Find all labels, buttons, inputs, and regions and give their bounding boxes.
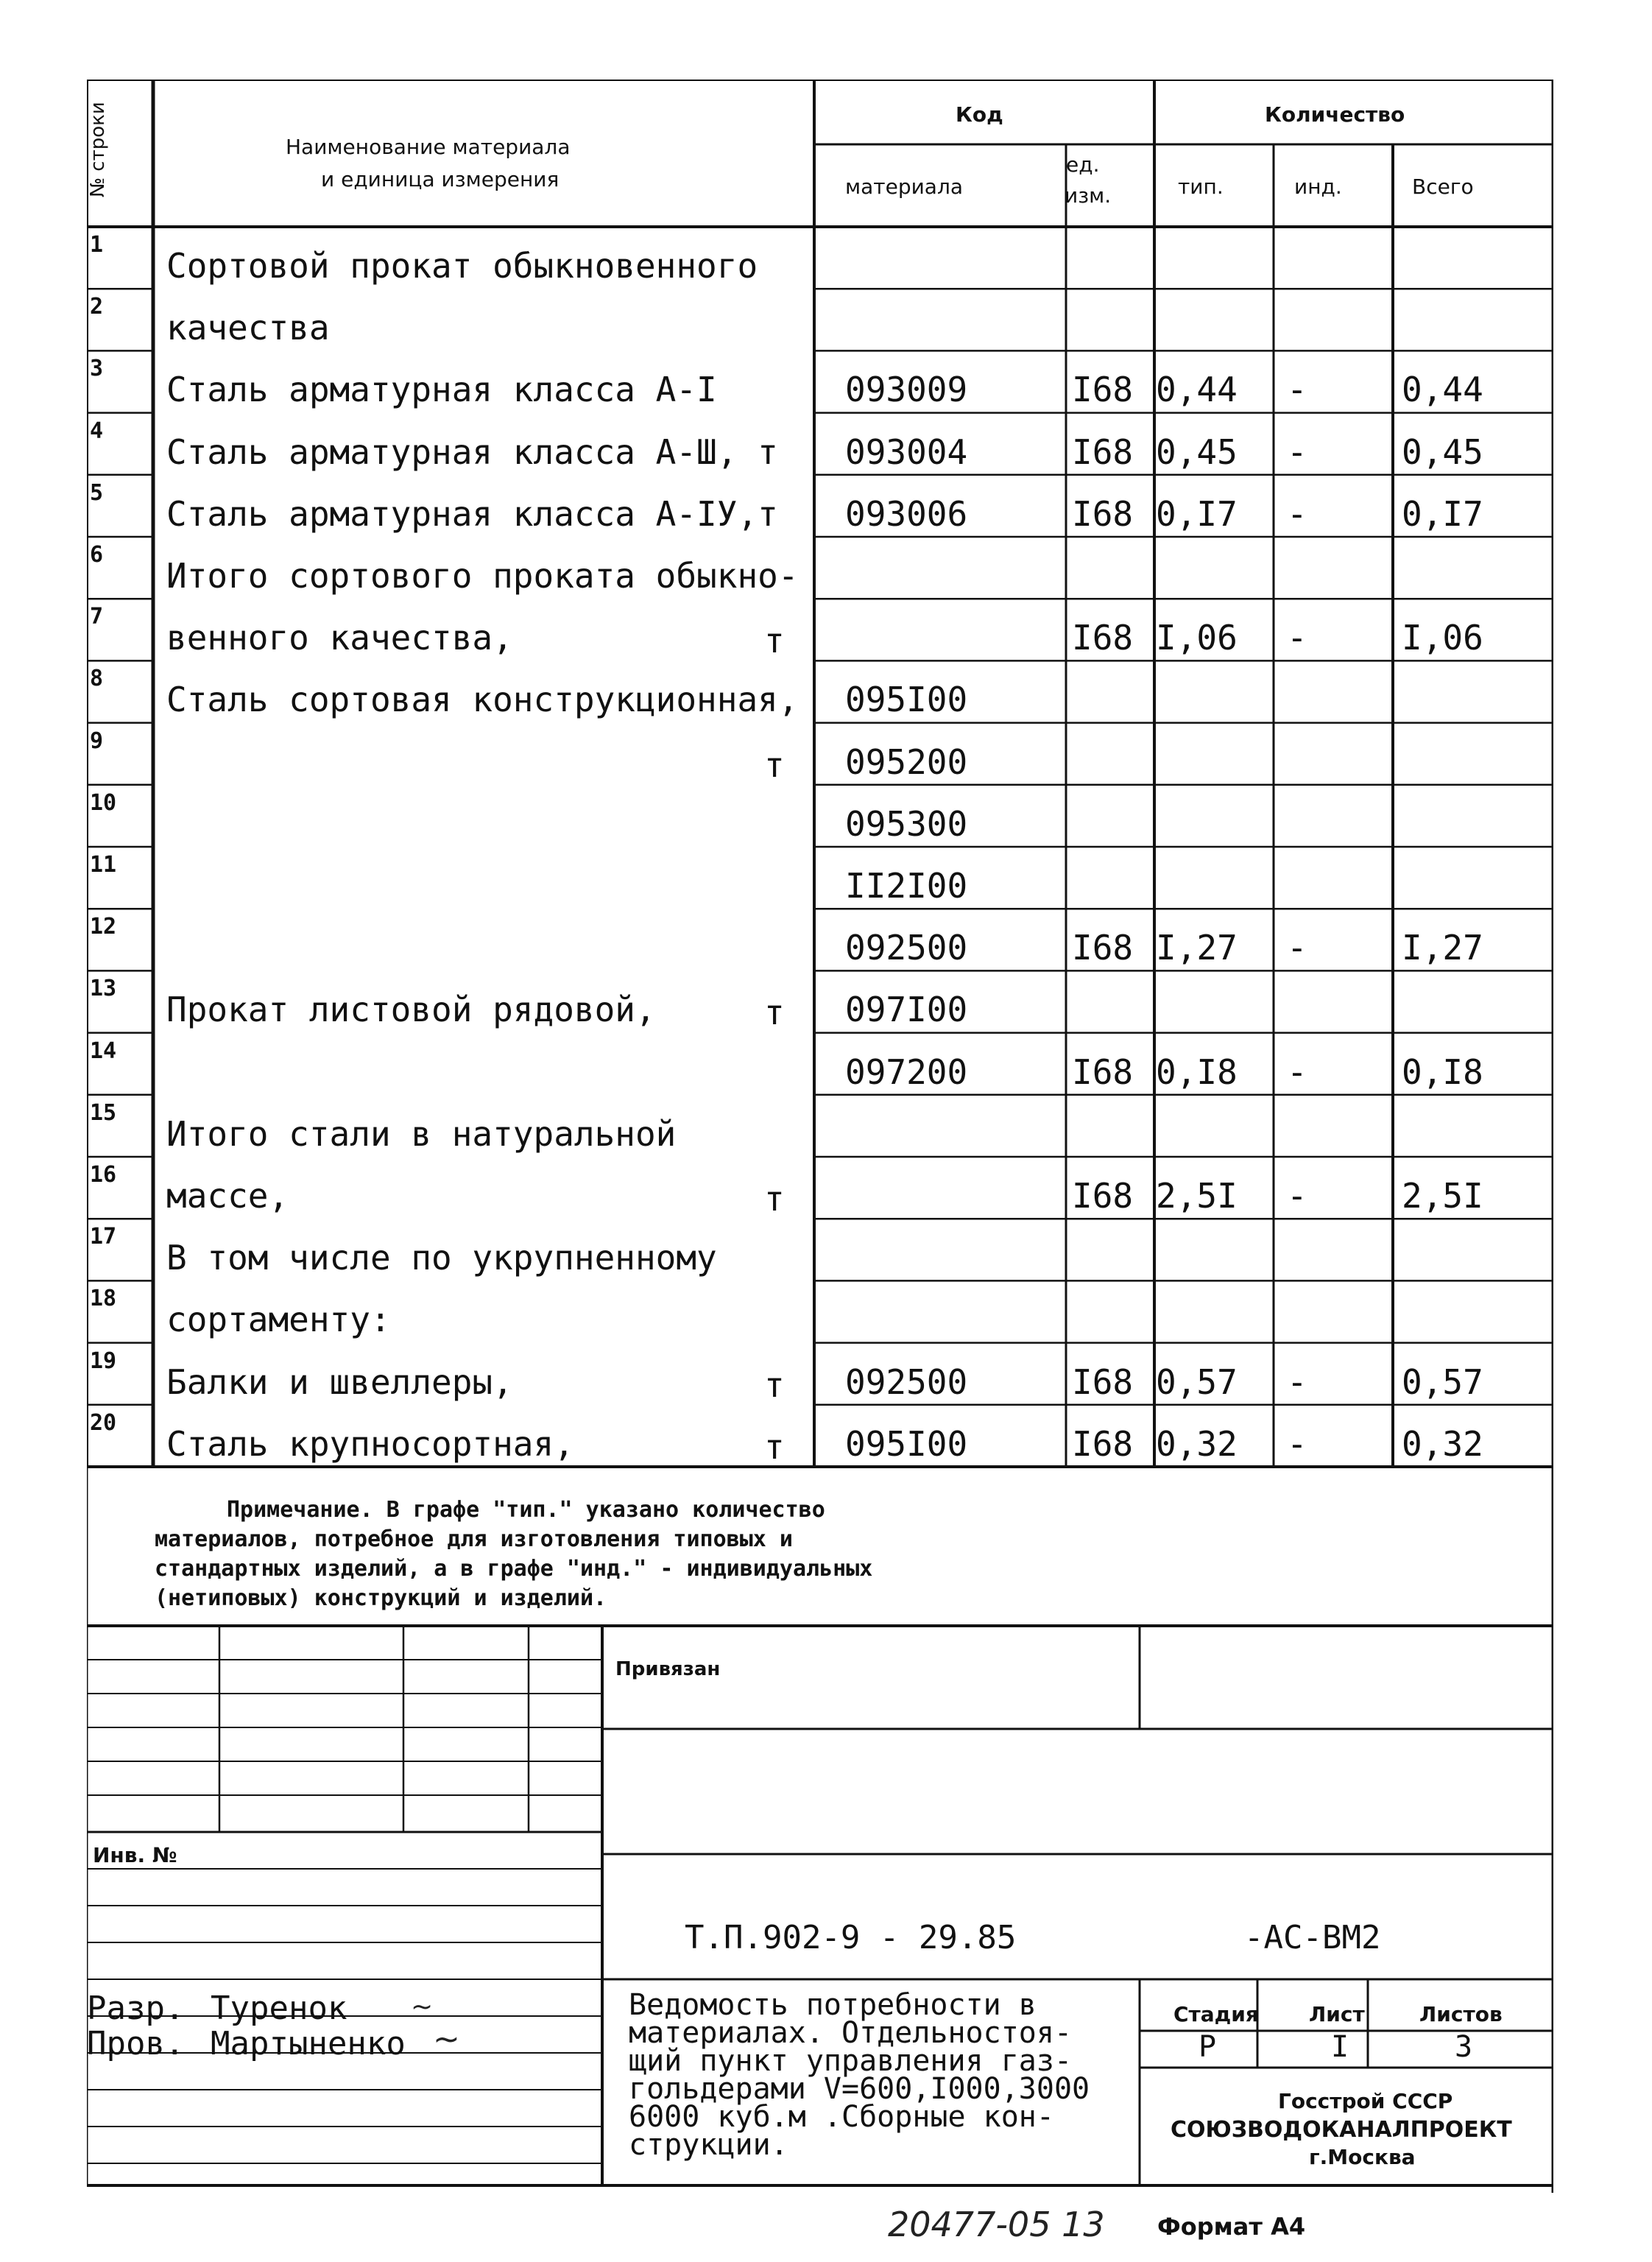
quantity-ind: - — [1287, 1423, 1307, 1464]
quantity-total: 0,32 — [1402, 1423, 1483, 1464]
quantity-total: I,27 — [1402, 928, 1483, 968]
quantity-typ: 0,45 — [1156, 431, 1238, 472]
sheet-value: I — [1331, 2030, 1349, 2064]
row-number: 3 — [90, 356, 104, 382]
developer-label: Разр. — [87, 1990, 185, 2027]
stage-value: Р — [1199, 2030, 1217, 2064]
unit-code: I68 — [1072, 928, 1134, 968]
material-name: Итого сортового проката обыкно- — [166, 556, 799, 596]
row-number-header: № строки — [87, 102, 109, 197]
row-number: 12 — [90, 914, 117, 940]
material-code: II2I00 — [845, 866, 968, 906]
code-group-header: Код — [956, 102, 1003, 127]
material-name: В том числе по укрупненному — [166, 1238, 717, 1278]
row-number: 2 — [90, 294, 104, 320]
material-name: венного качества, — [166, 618, 513, 658]
note-line-2: материалов, потребное для изготовления типовых и — [155, 1526, 793, 1552]
unit-code: I68 — [1072, 431, 1134, 472]
developer-name: Туренок — [211, 1990, 347, 2027]
unit-suffix: т — [764, 1179, 785, 1219]
inventory-number-label: Инв. № — [93, 1843, 177, 1867]
name-header-line2: и единица измерения — [321, 167, 560, 191]
quantity-typ: 0,57 — [1156, 1361, 1238, 1402]
material-code: 097200 — [845, 1051, 968, 1092]
checker-label: Пров. — [87, 2025, 185, 2062]
quantity-typ: I,06 — [1156, 618, 1238, 658]
org-gosstroy: Госстрой СССР — [1278, 2089, 1453, 2113]
unit-code: I68 — [1072, 370, 1134, 410]
unit-header-line1: ед. — [1066, 152, 1100, 177]
row-number: 16 — [90, 1162, 117, 1188]
material-name: Сортовой прокат обыкновенного — [166, 246, 758, 286]
quantity-ind: - — [1287, 431, 1307, 472]
quantity-ind: - — [1287, 370, 1307, 410]
material-name: массе, — [166, 1176, 289, 1216]
material-code: 095200 — [845, 741, 968, 782]
quantity-typ: 0,I8 — [1156, 1051, 1238, 1092]
material-code: 093009 — [845, 370, 968, 410]
material-name: Сталь сортовая конструкционная, — [166, 680, 799, 720]
document-sheet — [87, 80, 1553, 2193]
row-number: 20 — [90, 1409, 117, 1436]
row-number: 6 — [90, 542, 104, 568]
quantity-total: 0,57 — [1402, 1361, 1483, 1402]
unit-code: I68 — [1072, 1176, 1134, 1216]
quantity-total: I,06 — [1402, 618, 1483, 658]
material-code: 095I00 — [845, 680, 968, 720]
stamp-number: 20477-05 13 — [888, 2205, 1105, 2244]
quantity-ind: - — [1287, 493, 1307, 534]
row-number: 11 — [90, 852, 117, 878]
material-name: Сталь арматурная класса А-IУ,т — [166, 493, 778, 534]
quantity-typ: 0,I7 — [1156, 493, 1238, 534]
material-code: 093004 — [845, 431, 968, 472]
unit-code: I68 — [1072, 1423, 1134, 1464]
material-name: Прокат листовой рядовой, — [166, 990, 656, 1030]
quantity-total: 2,5I — [1402, 1176, 1483, 1216]
material-code: 092500 — [845, 1361, 968, 1402]
quantity-ind: - — [1287, 1361, 1307, 1402]
note-line-1: Примечание. В графе "тип." указано количество — [227, 1497, 825, 1523]
quantity-ind: - — [1287, 1051, 1307, 1092]
quantity-total: 0,44 — [1402, 370, 1483, 410]
quantity-typ: 2,5I — [1156, 1176, 1238, 1216]
quantity-total: 0,I7 — [1402, 493, 1483, 534]
unit-suffix: т — [764, 621, 785, 661]
sheets-label: Листов — [1419, 2002, 1503, 2026]
row-number: 10 — [90, 789, 117, 816]
note-line-3: стандартных изделий, а в графе "инд." - индивидуальных — [155, 1556, 873, 1582]
org-soyuzvodokanalproekt: СОЮЗВОДОКАНАЛПРОЕКТ — [1171, 2117, 1512, 2143]
privyazan-label: Привязан — [615, 1658, 721, 1680]
row-number: 9 — [90, 727, 104, 754]
material-name: Сталь арматурная класса А-Ш, т — [166, 431, 778, 472]
material-code: 093006 — [845, 493, 968, 534]
unit-code: I68 — [1072, 493, 1134, 534]
material-name: Итого стали в натуральной — [166, 1113, 677, 1154]
unit-header-line2: изм. — [1065, 183, 1112, 208]
unit-suffix: т — [764, 993, 785, 1033]
material-name: Балки и швеллеры, — [166, 1361, 513, 1402]
row-number: 14 — [90, 1037, 117, 1064]
quantity-total: 0,45 — [1402, 431, 1483, 472]
row-number: 8 — [90, 666, 104, 692]
quantity-total: 0,I8 — [1402, 1051, 1483, 1092]
ind-header: инд. — [1294, 175, 1342, 199]
material-code: 095I00 — [845, 1423, 968, 1464]
unit-code: I68 — [1072, 618, 1134, 658]
stage-label: Стадия — [1173, 2002, 1259, 2026]
row-number: 1 — [90, 232, 104, 258]
material-name: сортаменту: — [166, 1300, 391, 1340]
unit-code: I68 — [1072, 1051, 1134, 1092]
row-number: 18 — [90, 1286, 117, 1312]
quantity-typ: 0,44 — [1156, 370, 1238, 410]
document-code-suffix: -АС-ВМ2 — [1244, 1919, 1381, 1956]
material-code: 097I00 — [845, 990, 968, 1030]
row-number: 7 — [90, 604, 104, 630]
unit-code: I68 — [1072, 1361, 1134, 1402]
material-code-header: материала — [845, 175, 964, 199]
typ-header: тип. — [1178, 175, 1224, 199]
quantity-typ: 0,32 — [1156, 1423, 1238, 1464]
row-number: 4 — [90, 417, 104, 444]
row-number: 19 — [90, 1347, 117, 1374]
org-city: г.Москва — [1309, 2145, 1416, 2169]
document-code: Т.П.902-9 - 29.85 — [685, 1919, 1017, 1956]
total-header: Всего — [1412, 175, 1474, 199]
row-number: 5 — [90, 479, 104, 506]
quantity-ind: - — [1287, 1176, 1307, 1216]
note-line-4: (нетиповых) конструкций и изделий. — [155, 1585, 607, 1611]
checker-signature: ~ — [433, 2020, 460, 2058]
developer-signature: ~ — [411, 1992, 434, 2022]
material-code: 092500 — [845, 928, 968, 968]
sheet-label: Лист — [1309, 2002, 1365, 2026]
material-code: 095300 — [845, 803, 968, 844]
quantity-group-header: Количество — [1265, 102, 1405, 127]
row-number: 15 — [90, 1099, 117, 1126]
checker-name: Мартыненко — [211, 2025, 406, 2062]
quantity-ind: - — [1287, 618, 1307, 658]
unit-suffix: т — [764, 1426, 785, 1467]
material-name: качества — [166, 308, 330, 348]
material-name: Сталь крупносортная, — [166, 1423, 574, 1464]
format-label: Формат А4 — [1157, 2213, 1306, 2241]
quantity-ind: - — [1287, 928, 1307, 968]
row-number: 17 — [90, 1224, 117, 1250]
material-name: Сталь арматурная класса А-I — [166, 370, 717, 410]
drawing-title: Ведомость потребности в материалах. Отдельностоя- щий пункт управления газ- гольдерами V=600,I000,3000 6000 куб.м .Сборные кон- струкции. — [629, 1988, 1090, 2162]
unit-suffix: т — [764, 744, 785, 785]
row-number: 13 — [90, 976, 117, 1002]
sheets-value: 3 — [1455, 2030, 1473, 2064]
name-header-line1: Наименование материала — [286, 135, 571, 159]
quantity-typ: I,27 — [1156, 928, 1238, 968]
unit-suffix: т — [764, 1364, 785, 1405]
